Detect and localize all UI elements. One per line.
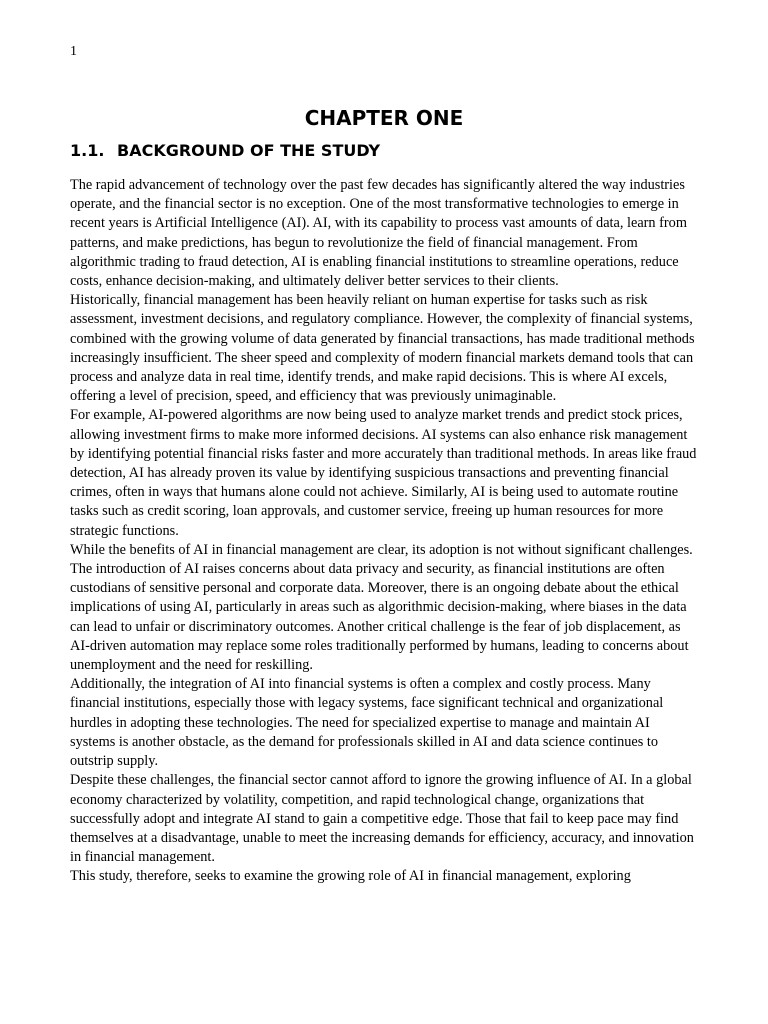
body-text: [70, 176, 698, 887]
paragraph: Additionally, the integration of AI into financial systems is often a complex and costly process. Many financial institutions, especially those with legacy systems, face significant technical and organizational hurdles in adopting these technologies. The need for specialized expertise to manage and maintain AI systems is another obstacle, as the demand for professionals skilled in AI and data science continues to outstrip supply.: [70, 676, 664, 770]
section-heading: [70, 141, 380, 160]
paragraph: The rapid advancement of technology over the past few decades has significantly altered the way industries operate, and the financial sector is no exception. One of the most transformative technologies to emerge in recent years is Artificial Intelligence (AI). AI, with its capability to process vast amounts of data, learn from patterns, and make predictions, has begun to revolutionize the field of financial management. From algorithmic trading to fraud detection, AI is enabling financial institutions to streamline operations, reduce costs, enhance decision-making, and ultimately deliver better services to their clients.: [70, 177, 687, 290]
section-number: 1.1.: [70, 141, 105, 160]
paragraph: This study, therefore, seeks to examine the growing role of AI in financial management, exploring: [70, 868, 631, 885]
paragraph: Despite these challenges, the financial sector cannot afford to ignore the growing influence of AI. In a global economy characterized by volatility, competition, and rapid technological change, organizations that successfully adopt and integrate AI stand to gain a competitive edge. Those that fail to keep pace may find themselves at a disadvantage, unable to meet the increasing demands for efficiency, accuracy, and innovation in financial management.: [70, 772, 694, 866]
chapter-title: CHAPTER ONE: [304, 106, 464, 130]
page-number: 1: [70, 44, 77, 59]
paragraph: For example, AI-powered algorithms are now being used to analyze market trends and predict stock prices, allowing investment firms to make more informed decisions. AI systems can also enhance risk management by identifying potential financial risks faster and more accurately than traditional methods. In areas like fraud detection, AI has already proven its value by identifying suspicious transactions and preventing financial crimes, often in ways that humans alone could not achieve. Similarly, AI is being used to automate routine tasks such as credit scoring, loan approvals, and customer service, freeing up human resources for more strategic functions.: [70, 407, 697, 539]
paragraph: While the benefits of AI in financial management are clear, its adoption is not without significant challenges. The introduction of AI raises concerns about data privacy and security, as financial institutions are often custodians of sensitive personal and corporate data. Moreover, there is an ongoing debate about the ethical implications of using AI, particularly in areas such as algorithmic decision-making, where biases in the data can lead to unfair or discriminatory outcomes. Another critical challenge is the fear of job displacement, as AI-driven automation may replace some roles traditionally performed by humans, leading to concerns about unemployment and the need for reskilling.: [70, 541, 693, 674]
section-title: BACKGROUND OF THE STUDY: [117, 141, 381, 160]
paragraph: Historically, financial management has been heavily reliant on human expertise for tasks such as risk assessment, investment decisions, and regulatory compliance. However, the complexity of financial systems, combined with the growing volume of data generated by financial transactions, has made traditional methods increasingly insufficient. The sheer speed and complexity of modern financial markets demand tools that can process and analyze data in real time, identify trends, and make rapid decisions. This is where AI excels, offering a level of precision, speed, and efficiency that was previously unimaginable.: [70, 292, 695, 405]
